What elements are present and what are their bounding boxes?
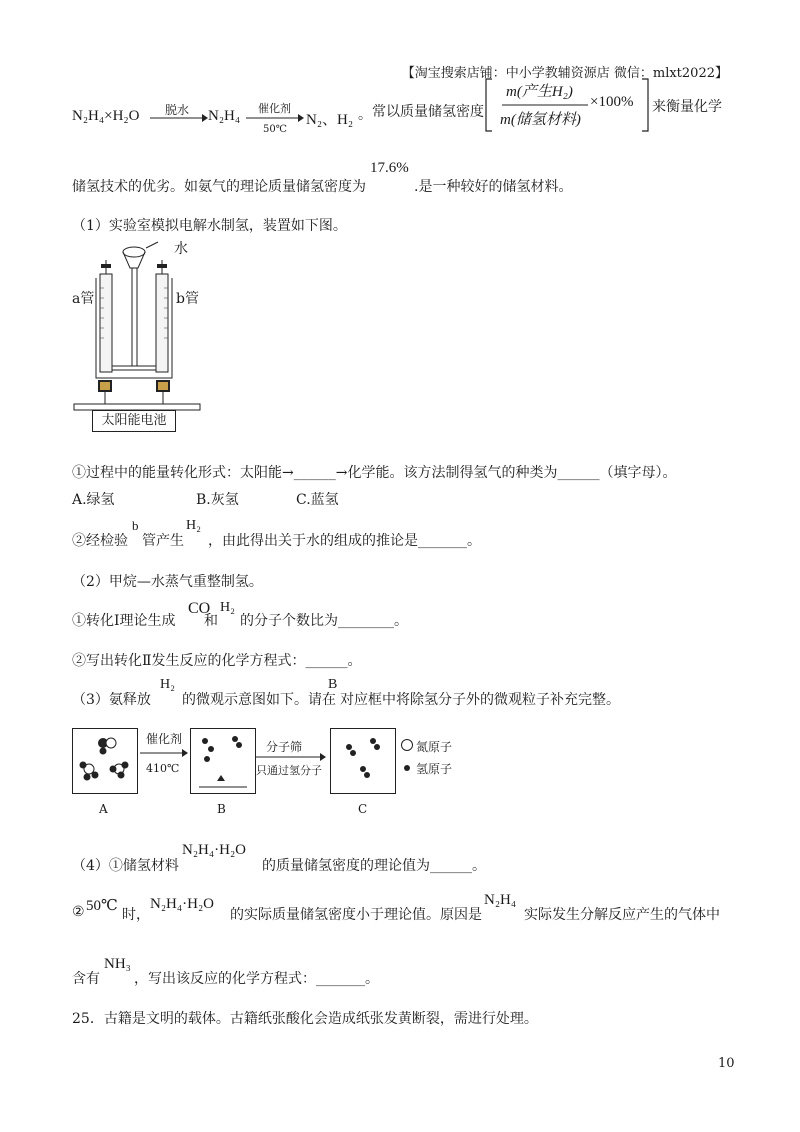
text-measure: 来衡量化学 — [652, 99, 722, 115]
q3-title-a: （3）氨释放 — [72, 692, 151, 708]
option-b: B.灰氢 — [196, 492, 239, 508]
arrow2-top-label: 催化剂 — [258, 102, 291, 115]
box-a-label: A — [99, 802, 108, 816]
times-100: ×100% — [590, 94, 634, 110]
q3-title-c: 对应框中将除氢分子外的微观粒子补充完整。 — [340, 692, 620, 708]
q3-arrow1-bottom: 410℃ — [146, 762, 180, 775]
q1-sub1: ①过程中的能量转化形式：太阳能→______→化学能。该方法制得氢气的种类为______（填字母）。 — [72, 465, 677, 481]
density-value: 17.6% — [370, 160, 409, 176]
q2-title: （2）甲烷—水蒸气重整制氢。 — [72, 574, 263, 590]
option-c: C.蓝氢 — [296, 492, 339, 508]
store-header: 【淘宝搜索店铺：中小学教辅资源店 微信：mlxt2022】 — [401, 66, 728, 81]
period: 。 — [358, 107, 372, 123]
q4-sub2-n2h4: N₂H₄ — [484, 892, 517, 908]
box-c-label: C — [358, 802, 368, 816]
line2-text-a: 储氢技术的优劣。如氨气的理论质量储氢密度为 — [72, 179, 366, 195]
q2-sub1-and: 和 — [204, 613, 218, 629]
label-water: 水 — [174, 241, 188, 257]
hydrogen-atom-icon — [403, 764, 411, 772]
q3-arrow2-top: 分子筛 — [266, 740, 303, 754]
page-number: 10 — [718, 1056, 735, 1071]
q1-sub2-c: 管产生 — [142, 533, 184, 549]
label-b-tube: b管 — [176, 291, 199, 307]
nitrogen-atom-icon — [400, 738, 414, 752]
q4-sub2-c: 的实际质量储氢密度小于理论值。原因是 — [230, 907, 482, 923]
box-b — [190, 728, 256, 794]
q4-sub3-nh3: NH₃ — [104, 956, 131, 972]
q1-sub2-a: ②经检验 — [72, 533, 128, 549]
box-b-label: B — [217, 802, 226, 816]
q4-sub2-d: 实际发生分解反应产生的气体中 — [524, 907, 720, 923]
box-a — [72, 728, 138, 794]
q4-sub2-temp: 50℃ — [86, 898, 118, 914]
q3-title-b: 的微观示意图如下。请在 — [182, 692, 336, 708]
q1-sub2-d: ，由此得出关于水的组成的推论是_______。 — [208, 533, 481, 549]
q2-sub1-h2: H₂ — [220, 600, 235, 615]
arrow2-icon — [246, 113, 304, 123]
q2-sub1-a: ①转化Ⅰ理论生成 — [72, 613, 176, 629]
arrow1-label: 脱水 — [165, 103, 190, 117]
arrow2-bottom-label: 50℃ — [263, 124, 287, 135]
electrolysis-apparatus-diagram — [70, 238, 210, 433]
fraction-denominator: m(储氢材料) — [500, 112, 581, 128]
q2-sub1-b: 的分子个数比为________。 — [240, 613, 408, 629]
q3-arrow2-bottom: 只通过氢分子 — [256, 764, 322, 777]
q3-title-h2: H₂ — [160, 677, 175, 692]
arrow1-icon — [150, 113, 208, 123]
box-c-molecules — [331, 729, 395, 793]
q4-sub2-formula: N₂H₄·H₂O — [150, 896, 215, 912]
density-text: 常以质量储氢密度 — [372, 104, 484, 120]
q4-sub2-b: 时， — [122, 907, 150, 923]
solar-battery-label: 太阳能电池 — [92, 410, 176, 432]
formula-start: N₂H₄×H₂O — [72, 108, 140, 124]
option-a: A.绿氢 — [72, 492, 115, 508]
box-c — [330, 728, 396, 794]
q3-arrow1-top: 催化剂 — [146, 732, 183, 746]
box-a-molecules — [73, 729, 137, 793]
q4-sub3-b: ，写出该反应的化学方程式：_______。 — [134, 971, 379, 987]
q4-sub1-a: （4）①储氢材料 — [72, 858, 179, 874]
q4-sub3-a: 含有 — [72, 971, 100, 987]
q2-sub2: ②写出转化Ⅱ发生反应的化学方程式：______。 — [72, 653, 362, 669]
q3-arrow1-icon — [140, 748, 188, 758]
q25-text: 25．古籍是文明的载体。古籍纸张酸化会造成纸张发黄断裂，需进行处理。 — [72, 1011, 538, 1027]
line2-text-b: .是一种较好的储氢材料。 — [414, 179, 573, 195]
box-b-particles — [191, 729, 255, 793]
q2-sub1-co: CO — [188, 600, 211, 617]
legend-hydrogen: 氢原子 — [416, 762, 453, 776]
label-a-tube: a管 — [72, 291, 95, 307]
n2h4-mid: N₂H₄ — [208, 108, 241, 124]
fraction-numerator: m(产生H₂) — [506, 84, 573, 100]
q4-sub2-a: ② — [72, 904, 85, 920]
q3-arrow2-icon — [256, 752, 326, 762]
q4-sub1-b: 的质量储氢密度的理论值为______。 — [262, 858, 486, 874]
legend-nitrogen: 氮原子 — [416, 740, 453, 754]
q1-sub2-h2: H₂ — [186, 518, 201, 533]
q1-sub2-b: b — [132, 518, 139, 533]
q3-title-B: B — [328, 677, 338, 692]
q1-title: （1）实验室模拟电解水制氢，装置如下图。 — [72, 218, 347, 234]
products: N₂、H₂ — [306, 112, 354, 128]
q4-sub1-formula: N₂H₄·H₂O — [182, 842, 247, 858]
